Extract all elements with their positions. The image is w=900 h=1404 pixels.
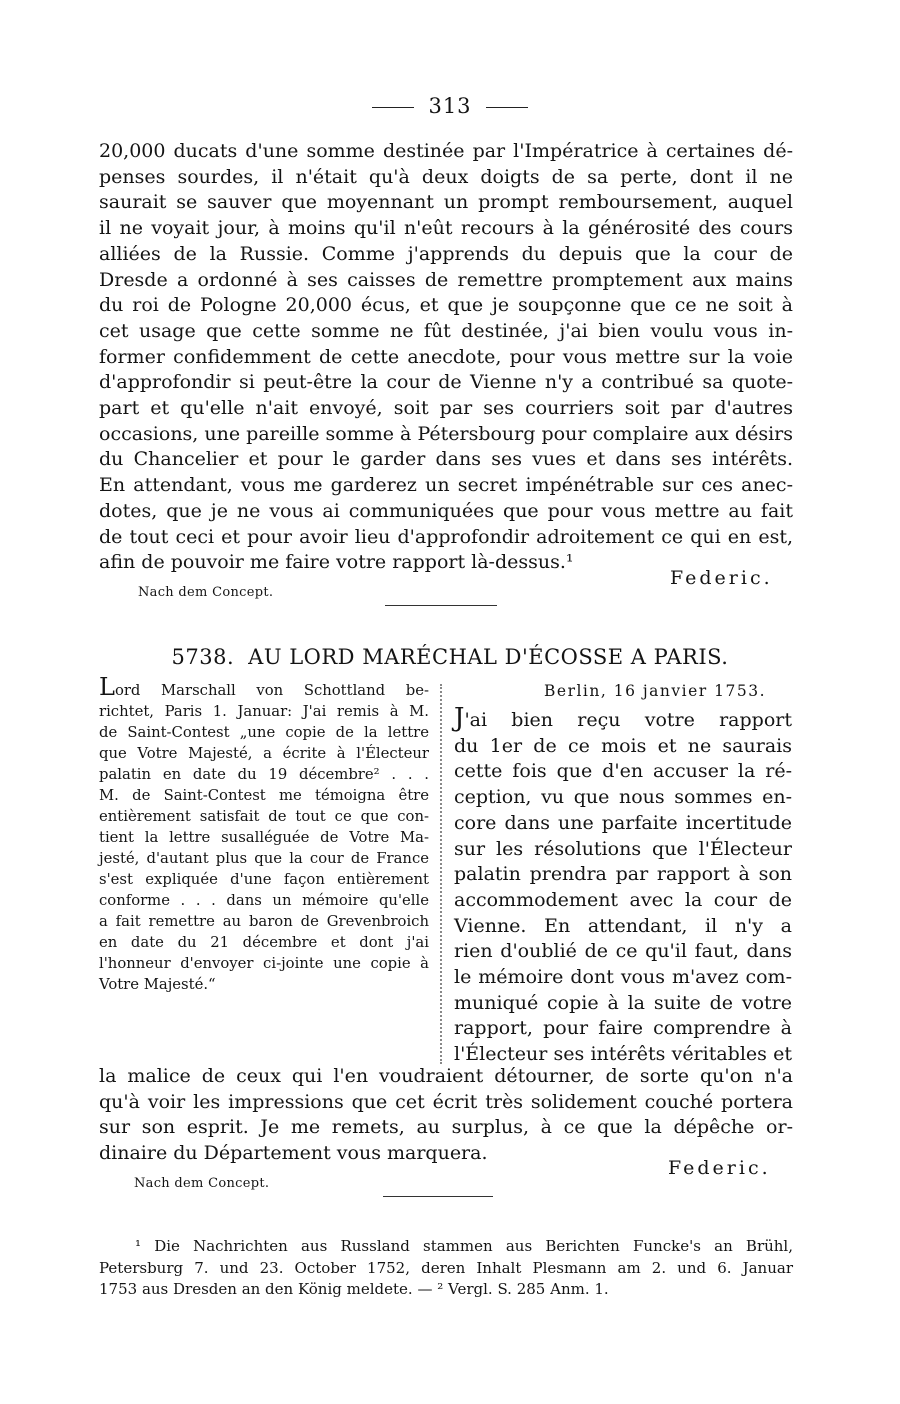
text-line: rien d'oublié de ce qu'il faut, dans [454, 940, 792, 963]
text-line: sur les résolutions que l'Électeur [454, 837, 792, 860]
summary-line: richtet, Paris 1. Januar: J'ai remis à M. [99, 703, 429, 720]
summary-line: tient la lettre susalléguée de Votre Ma- [99, 829, 429, 846]
section-rule [385, 605, 497, 606]
text-line: afin de pouvoir me faire votre rapport là-dessus.¹ [99, 551, 574, 574]
summary-line: palatin en date du 19 décembre² . . . [99, 766, 429, 783]
summary-line: M. de Saint-Contest me témoigna être [99, 787, 429, 804]
text-line: de tout ceci et pour avoir lieu d'approfondir adroitement ce qui en est, [99, 525, 793, 548]
summary-line: Votre Majesté.“ [99, 976, 216, 993]
text-line: muniqué copie à la suite de votre [454, 991, 792, 1014]
text-line: palatin prendra par rapport à son [454, 863, 792, 886]
text-line: il ne voyait jour, à moins qu'il n'eût recours à la générosité des cours [99, 217, 793, 240]
text-line: Dresde a ordonné à ses caisses de remettre promptement aux mains [99, 268, 793, 291]
summary-line: que Votre Majesté, a écrite à l'Électeur [99, 745, 429, 762]
summary-line: conforme . . . dans un mémoire qu'elle [99, 892, 429, 909]
text-line: d'approfondir si peut-être la cour de Vienne n'y a contribué sa quote- [99, 371, 793, 394]
text-line: du roi de Pologne 20,000 écus, et que je soupçonne que ce ne soit à [99, 294, 793, 317]
text-line: rapport, pour faire comprendre à [454, 1017, 792, 1040]
dateline: Berlin, 16 janvier 1753. [544, 682, 766, 700]
text-line: cette fois que d'en accuser la ré- [454, 760, 792, 783]
text-line: part et qu'elle n'ait envoyé, soit par ses courriers soit par d'autres [99, 397, 793, 420]
text-line: dinaire du Département vous marquera. [99, 1142, 488, 1165]
text-line: saurait se sauver que moyennant un prompt remboursement, auquel [99, 191, 793, 214]
text-line: la malice de ceux qui l'en voudraient détourner, de sorte qu'on n'a [99, 1065, 793, 1087]
summary-line: de Saint-Contest „une copie de la lettre [99, 724, 429, 741]
page-header [0, 94, 900, 118]
header-dash-right [486, 107, 528, 108]
letter2-signature: Federic. [668, 1157, 771, 1179]
letter2-source-note: Nach dem Concept. [134, 1176, 270, 1191]
text-line: ception, vu que nous sommes en- [454, 786, 792, 809]
text-line: qu'à voir les impressions que cet écrit très solidement couché portera [99, 1090, 793, 1113]
summary-line: Lord Marschall von Schottland be- [99, 673, 429, 701]
footnote-line: ¹ Die Nachrichten aus Russland stammen aus Berichten Funcke's an Brühl, [135, 1237, 793, 1255]
text-line: sur son esprit. Je me remets, au surplus, à ce que la dépêche or- [99, 1116, 793, 1139]
text-line: dotes, que je ne vous ai communiquées que pour vous mettre au fait [99, 499, 793, 522]
text-line: Vienne. En attendant, il n'y a [454, 914, 792, 937]
letter-title: AU LORD MARÉCHAL D'ÉCOSSE A PARIS. [248, 645, 729, 669]
text-line: 20,000 ducats d'une somme destinée par l'Impératrice à certaines dé- [99, 140, 793, 162]
text-line: l'Électeur ses intérêts véritables et [454, 1043, 792, 1066]
text-line: cet usage que cette somme ne fût destinée, j'ai bien voulu vous in- [99, 319, 793, 342]
summary-line: s'est expliquée d'une façon entièrement [99, 871, 429, 888]
text-line: former confidemment de cette anecdote, pour vous mettre sur la voie [99, 345, 793, 368]
body-dropcap: J [454, 703, 465, 733]
text-line: accommodement avec la cour de [454, 888, 792, 911]
summary-line: jesté, d'autant plus que la cour de France [99, 850, 429, 867]
section-rule [383, 1196, 493, 1197]
letter1-body [99, 139, 793, 576]
letter2-summary [99, 673, 429, 995]
summary-dropcap: L [99, 673, 115, 701]
text-line: du Chancelier et pour le garder dans ses vues et dans ses intérêts. [99, 448, 793, 471]
text-line: alliées de la Russie. Comme j'apprends du depuis que la cour de [99, 242, 793, 265]
footnote-line: Petersburg 7. und 23. October 1752, deren Inhalt Plesmann am 2. und 6. Januar [99, 1258, 793, 1277]
text-line: occasions, une pareille somme à Pétersbourg pour complaire aux désirs [99, 422, 793, 445]
letter1-signature: Federic. [670, 567, 773, 589]
letter-number: 5738. [171, 645, 235, 669]
summary-line: entièrement satisfait de tout ce que con- [99, 808, 429, 825]
text-line: core dans une parfaite incertitude [454, 811, 792, 834]
footnotes [99, 1236, 793, 1301]
text-line: le mémoire dont vous m'avez com- [454, 966, 792, 989]
letter2-heading [0, 645, 900, 669]
column-divider [440, 684, 442, 1064]
letter2-body [454, 680, 792, 1068]
page-number: 313 [428, 94, 472, 118]
text-line: J'ai bien reçu votre rapport [454, 703, 792, 733]
summary-line: l'honneur d'envoyer ci-jointe une copie à [99, 955, 429, 972]
footnote-line: 1753 aus Dresden an den König meldete. — ² Vergl. S. 285 Anm. 1. [99, 1280, 609, 1298]
letter2-continuation [99, 1064, 793, 1167]
summary-line: en date du 21 décembre et dont j'ai [99, 934, 429, 951]
text-line: du 1er de ce mois et ne saurais [454, 734, 792, 757]
header-dash-left [372, 107, 414, 108]
summary-line: a fait remettre au baron de Grevenbroich [99, 913, 429, 930]
text-line: penses sourdes, il n'était qu'à deux doigts de sa perte, dont il ne [99, 165, 793, 188]
text-line: En attendant, vous me garderez un secret impénétrable sur ces anec- [99, 474, 793, 497]
letter1-source-note: Nach dem Concept. [138, 585, 274, 600]
